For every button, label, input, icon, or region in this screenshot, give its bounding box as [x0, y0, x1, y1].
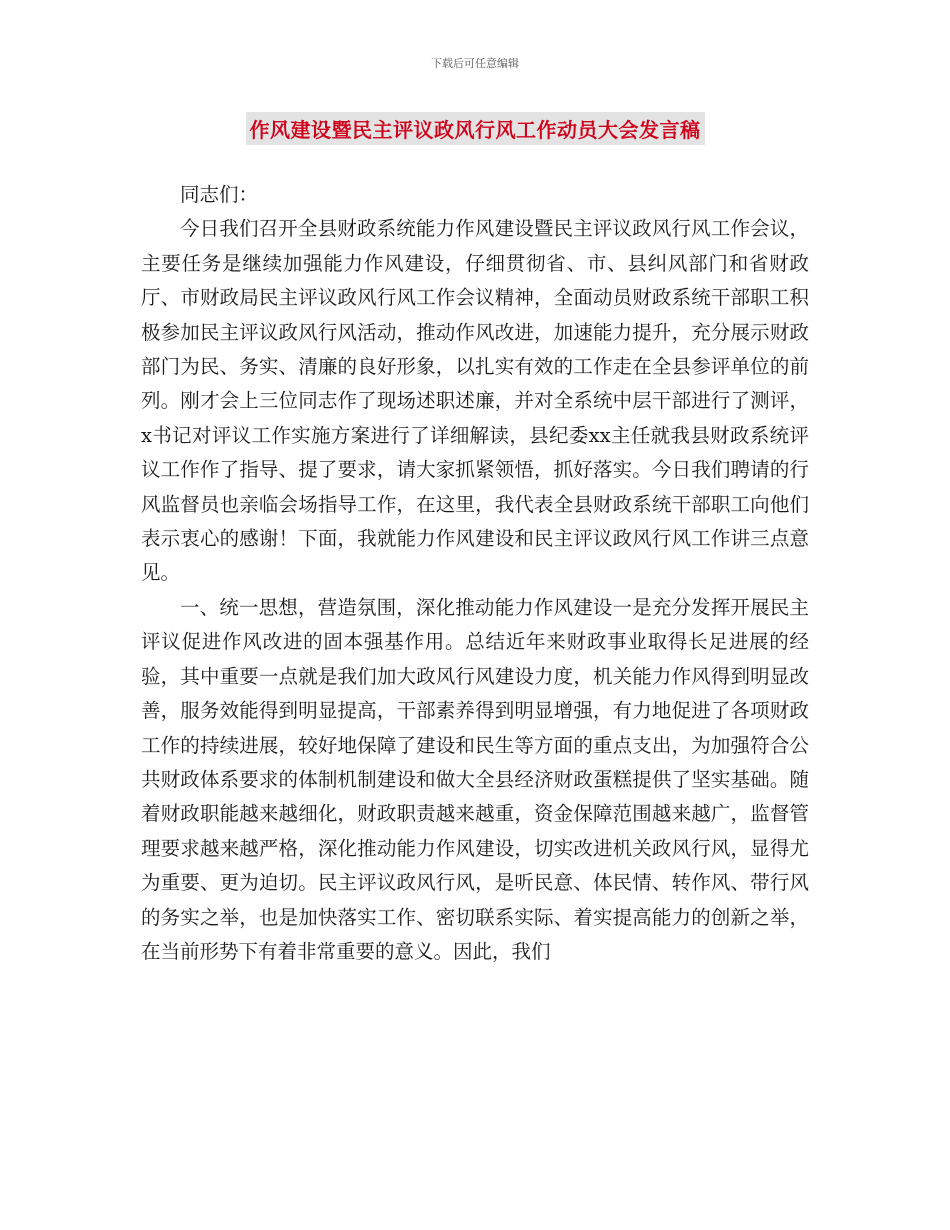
paragraph-1: 今日我们召开全县财政系统能力作风建设暨民主评议政风行风工作会议，主要任务是继续加强能力作风建设，仔细贯彻省、市、县纠风部门和省财政厅、市财政局民主评议政风行风工作会议精神，全面动员财政系统干部职工积极参加民主评议政风行风活动，推动作风改进，加速能力提升，充分展示财政部门为民、务实、清廉的良好形象，以扎实有效的工作走在全县参评单位的前列。刚才会上三位同志作了现场述职述廉，并对全系统中层干部进行了测评，x书记对评议工作实施方案进行了详细解读，县纪委xx主任就我县财政系统评议工作作了指导、提了要求，请大家抓紧领悟，抓好落实。今日我们聘请的行风监督员也亲临会场指导工作，在这里，我代表全县财政系统干部职工向他们表示衷心的感谢！下面，我就能力作风建设和民主评议政风行风工作讲三点意见。 [141, 217, 809, 585]
document-title: 作风建设暨民主评议政风行风工作动员大会发言稿 [246, 112, 705, 145]
salutation: 同志们： [180, 183, 259, 206]
document-body [141, 178, 809, 969]
paragraph-2: 一、统一思想，营造氛围，深化推动能力作风建设一是充分发挥开展民主评议促进作风改进的固本强基作用。总结近年来财政事业取得长足进展的经验，其中重要一点就是我们加大政风行风建设力度，机关能力作风得到明显改善，服务效能得到明显提高，干部素养得到明显增强，有力地促进了各项财政工作的持续进展，较好地保障了建设和民生等方面的重点支出，为加强符合公共财政体系要求的体制机制建设和做大全县经济财政蛋糕提供了坚实基础。随着财政职能越来越细化，财政职责越来越重，资金保障范围越来越广，监督管理要求越来越严格，深化推动能力作风建设，切实改进机关政风行风，显得尤为重要、更为迫切。民主评议政风行风，是听民意、体民情、转作风、带行风的务实之举，也是加快落实工作、密切联系实际、着实提高能力的创新之举，在当前形势下有着非常重要的意义。因此，我们 [141, 595, 809, 963]
title-container [0, 112, 950, 145]
header-note: 下载后可任意编辑 [431, 57, 519, 70]
